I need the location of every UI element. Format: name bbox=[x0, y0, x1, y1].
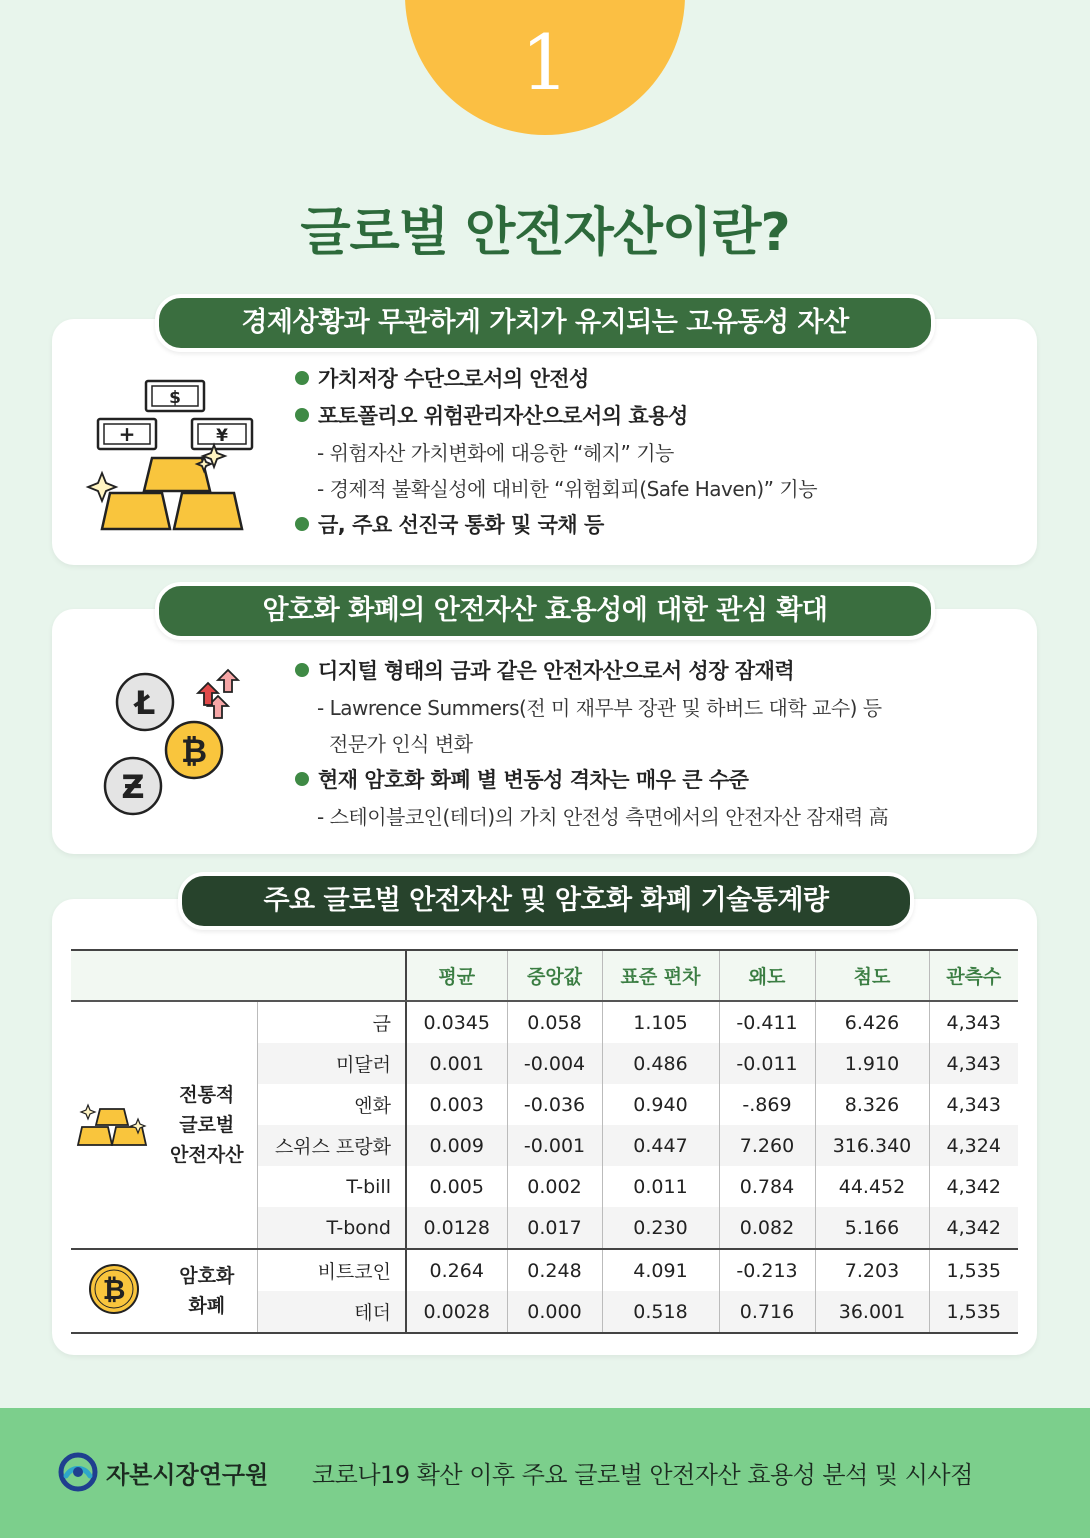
col-header-skewness: 왜도 bbox=[719, 950, 815, 1001]
cell-observations: 4,324 bbox=[929, 1125, 1018, 1166]
col-header-stdev: 표준 편차 bbox=[602, 950, 719, 1001]
bullet-dot-icon bbox=[295, 408, 309, 422]
col-header-observations: 관측수 bbox=[929, 950, 1018, 1001]
cell-observations: 1,535 bbox=[929, 1249, 1018, 1291]
svg-text:¥: ¥ bbox=[216, 426, 228, 446]
cell-stdev: 0.230 bbox=[602, 1207, 719, 1249]
cell-kurtosis: 44.452 bbox=[815, 1166, 929, 1207]
bullet-item bbox=[295, 398, 817, 435]
cell-median: 0.248 bbox=[507, 1249, 602, 1291]
cell-stdev: 0.011 bbox=[602, 1166, 719, 1207]
cell-median: 0.017 bbox=[507, 1207, 602, 1249]
group-label-line: 글로벌 bbox=[179, 1114, 235, 1136]
bullet-item bbox=[295, 762, 888, 799]
bullet-text: 가치저장 수단으로서의 안전성 bbox=[318, 367, 589, 391]
row-label: T-bond bbox=[257, 1207, 406, 1249]
bullet-text: 현재 암호화 화폐 별 변동성 격차는 매우 큰 수준 bbox=[318, 768, 749, 792]
bullet-text: 디지털 형태의 금과 같은 안전자산으로서 성장 잠재력 bbox=[318, 659, 795, 683]
cell-mean: 0.0128 bbox=[406, 1207, 507, 1249]
group-label-line: 안전자산 bbox=[170, 1144, 244, 1166]
bullet-dot-icon bbox=[295, 663, 309, 677]
cell-stdev: 0.447 bbox=[602, 1125, 719, 1166]
section3-header: 주요 글로벌 안전자산 및 암호화 화폐 기술통계량 bbox=[178, 872, 914, 930]
cell-median: -0.004 bbox=[507, 1043, 602, 1084]
bullet-item bbox=[295, 361, 817, 398]
sub-bullet: - Lawrence Summers(전 미 재무부 장관 및 하버드 대학 교수) 등 bbox=[317, 696, 882, 720]
cell-kurtosis: 7.203 bbox=[815, 1249, 929, 1291]
cell-mean: 0.003 bbox=[406, 1084, 507, 1125]
section1-bullets bbox=[295, 361, 817, 544]
col-header-kurtosis: 첨도 bbox=[815, 950, 929, 1001]
cell-mean: 0.001 bbox=[406, 1043, 507, 1084]
cell-median: -0.036 bbox=[507, 1084, 602, 1125]
cell-observations: 4,343 bbox=[929, 1043, 1018, 1084]
cell-observations: 4,342 bbox=[929, 1207, 1018, 1249]
cell-observations: 4,343 bbox=[929, 1084, 1018, 1125]
svg-text:₿: ₿ bbox=[180, 732, 208, 770]
row-label: 비트코인 bbox=[257, 1249, 406, 1291]
header-blank bbox=[71, 950, 406, 1001]
cell-skewness: -0.213 bbox=[719, 1249, 815, 1291]
sub-bullet: - 경제적 불확실성에 대비한 “위험회피(Safe Haven)” 기능 bbox=[317, 477, 818, 501]
bullet-text: 포토폴리오 위험관리자산으로서의 효용성 bbox=[318, 404, 688, 428]
stats-table bbox=[71, 949, 1018, 1334]
group-label-traditional bbox=[157, 1001, 257, 1249]
col-header-mean: 평균 bbox=[406, 950, 507, 1001]
row-label: 엔화 bbox=[257, 1084, 406, 1125]
footer bbox=[0, 1408, 1090, 1538]
crypto-coins-icon bbox=[98, 668, 248, 823]
cell-skewness: 0.716 bbox=[719, 1291, 815, 1333]
cell-kurtosis: 8.326 bbox=[815, 1084, 929, 1125]
cell-mean: 0.0345 bbox=[406, 1001, 507, 1043]
cell-stdev: 0.486 bbox=[602, 1043, 719, 1084]
cash-and-gold-bars-icon bbox=[82, 373, 262, 538]
group-label-line: 화폐 bbox=[188, 1295, 226, 1317]
cell-observations: 1,535 bbox=[929, 1291, 1018, 1333]
svg-text:+: + bbox=[118, 422, 136, 446]
cell-mean: 0.0028 bbox=[406, 1291, 507, 1333]
cell-median: -0.001 bbox=[507, 1125, 602, 1166]
svg-text:$: $ bbox=[169, 388, 181, 408]
group-label-crypto bbox=[157, 1249, 257, 1333]
bullet-item bbox=[295, 653, 888, 690]
svg-text:Ł: Ł bbox=[134, 684, 156, 722]
cell-observations: 4,342 bbox=[929, 1166, 1018, 1207]
section2-bullets bbox=[295, 653, 888, 835]
bullet-text: 금, 주요 선진국 통화 및 국채 등 bbox=[318, 513, 604, 537]
cell-median: 0.002 bbox=[507, 1166, 602, 1207]
cell-stdev: 0.518 bbox=[602, 1291, 719, 1333]
cell-mean: 0.264 bbox=[406, 1249, 507, 1291]
sub-bullet: - 스테이블코인(테더)의 가치 안전성 측면에서의 안전자산 잠재력 高 bbox=[317, 805, 889, 829]
row-label: 금 bbox=[257, 1001, 406, 1043]
bullet-item bbox=[295, 507, 817, 544]
table-header-row bbox=[71, 950, 1018, 1001]
badge-number: 1 bbox=[520, 18, 570, 107]
table-row bbox=[71, 1001, 1018, 1043]
number-badge bbox=[405, 0, 685, 135]
svg-text:Ƶ: Ƶ bbox=[121, 768, 145, 806]
bullet-dot-icon bbox=[295, 772, 309, 786]
cell-skewness: 7.260 bbox=[719, 1125, 815, 1166]
cell-stdev: 1.105 bbox=[602, 1001, 719, 1043]
gold-bars-icon bbox=[76, 1095, 152, 1151]
cell-kurtosis: 1.910 bbox=[815, 1043, 929, 1084]
row-label: 스위스 프랑화 bbox=[257, 1125, 406, 1166]
cell-skewness: -0.011 bbox=[719, 1043, 815, 1084]
section2-header: 암호화 화폐의 안전자산 효용성에 대한 관심 확대 bbox=[155, 582, 935, 640]
cell-observations: 4,343 bbox=[929, 1001, 1018, 1043]
cell-mean: 0.009 bbox=[406, 1125, 507, 1166]
cell-skewness: -.869 bbox=[719, 1084, 815, 1125]
cell-skewness: 0.082 bbox=[719, 1207, 815, 1249]
cell-mean: 0.005 bbox=[406, 1166, 507, 1207]
cell-stdev: 0.940 bbox=[602, 1084, 719, 1125]
footer-report-title: 코로나19 확산 이후 주요 글로벌 안전자산 효용성 분석 및 시사점 bbox=[312, 1461, 973, 1489]
row-label: 미달러 bbox=[257, 1043, 406, 1084]
cell-skewness: -0.411 bbox=[719, 1001, 815, 1043]
cell-kurtosis: 5.166 bbox=[815, 1207, 929, 1249]
bullet-dot-icon bbox=[295, 371, 309, 385]
cell-stdev: 4.091 bbox=[602, 1249, 719, 1291]
cell-kurtosis: 6.426 bbox=[815, 1001, 929, 1043]
sub-bullet: - 위험자산 가치변화에 대응한 “헤지” 기능 bbox=[317, 441, 674, 465]
table-row bbox=[71, 1249, 1018, 1291]
cell-median: 0.058 bbox=[507, 1001, 602, 1043]
page-title: 글로벌 안전자산이란? bbox=[300, 203, 790, 263]
svg-text:₿: ₿ bbox=[102, 1272, 126, 1306]
cell-kurtosis: 316.340 bbox=[815, 1125, 929, 1166]
row-label: T-bill bbox=[257, 1166, 406, 1207]
cell-kurtosis: 36.001 bbox=[815, 1291, 929, 1333]
section1-header: 경제상황과 무관하게 가치가 유지되는 고유동성 자산 bbox=[155, 294, 935, 352]
bitcoin-icon bbox=[87, 1262, 141, 1316]
cell-median: 0.000 bbox=[507, 1291, 602, 1333]
bullet-dot-icon bbox=[295, 517, 309, 531]
group-label-line: 전통적 bbox=[179, 1084, 235, 1106]
cell-skewness: 0.784 bbox=[719, 1166, 815, 1207]
col-header-median: 중앙값 bbox=[507, 950, 602, 1001]
sub-bullet-continued: 전문가 인식 변화 bbox=[329, 732, 473, 756]
group2-icon-cell bbox=[71, 1249, 157, 1333]
row-label: 테더 bbox=[257, 1291, 406, 1333]
kcmi-logo-icon bbox=[58, 1452, 98, 1492]
group-label-line: 암호화 bbox=[179, 1265, 235, 1287]
group1-icon-cell bbox=[71, 1001, 157, 1249]
footer-org-name: 자본시장연구원 bbox=[106, 1461, 269, 1489]
